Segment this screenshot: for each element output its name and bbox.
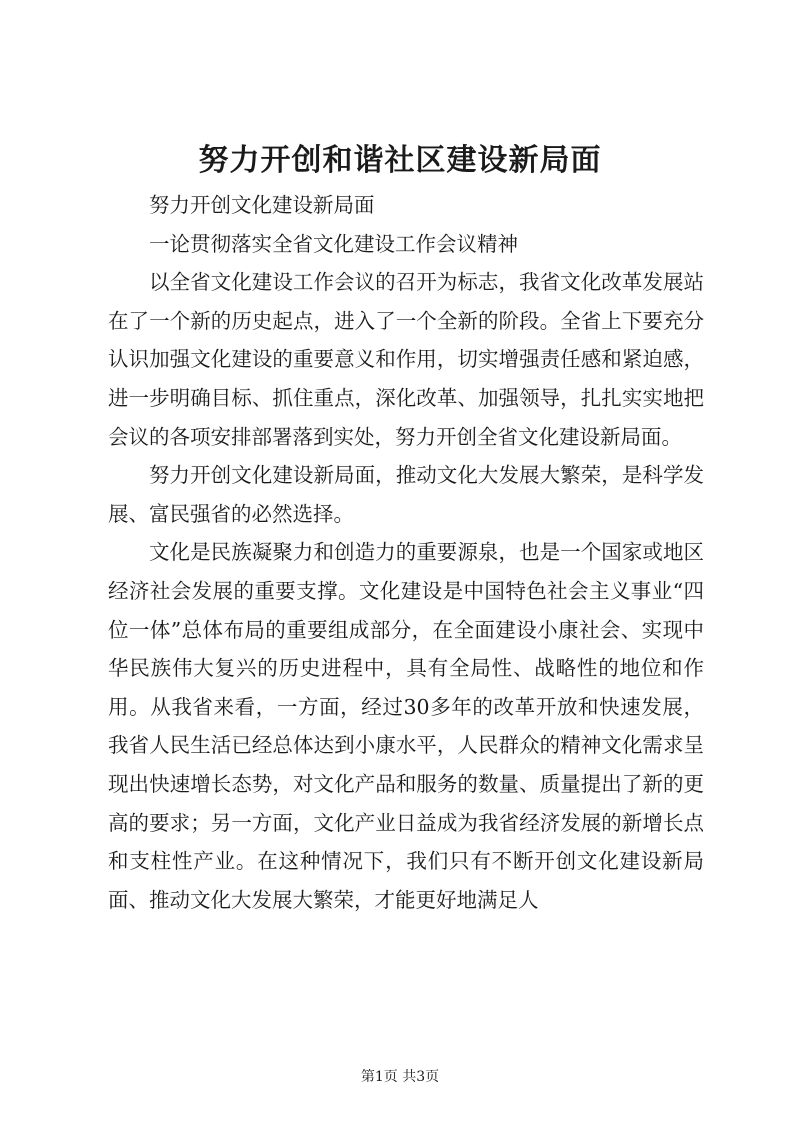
body-paragraph: 努力开创文化建设新局面，推动文化大发展大繁荣，是科学发展、富民强省的必然选择。 bbox=[108, 463, 704, 526]
subtitle-paragraph: 一论贯彻落实全省文化建设工作会议精神 bbox=[149, 231, 518, 256]
body-paragraph: 以全省文化建设工作会议的召开为标志，我省文化改革发展站在了一个新的历史起点，进入了一个全新的阶段。全省上下要充分认识加强文化建设的重要意义和作用，切实增强责任感和紧迫感，进一步明确目标、抓住重点，深化改革、加强领导，扎扎实实地把会议的各项安排部署落到实处，努力开创全省文化建设新局面。 bbox=[108, 270, 704, 449]
subtitle-paragraph: 努力开创文化建设新局面 bbox=[149, 193, 375, 217]
document-title: 努力开创和谐社区建设新局面 bbox=[198, 143, 602, 178]
body-paragraph: 文化是民族凝聚力和创造力的重要源泉，也是一个国家或地区经济社会发展的重要支撑。文化建设是中国特色社会主义事业“四位一体”总体布局的重要组成部分，在全面建设小康社会、实现中华民族伟大复兴的历史进程中，具有全局性、战略性的地位和作用。从我省来看，一方面，经过30多年的改革开放和快速发展，我省人民生活已经总体达到小康水平，人民群众的精神文化需求呈现出快速增长态势，对文化产品和服务的数量、质量提出了新的更高的要求；另一方面，文化产业日益成为我省经济发展的新增长点和支柱性产业。在这种情况下，我们只有不断开创文化建设新局面、推动文化大发展大繁荣，才能更好地满足人 bbox=[108, 540, 704, 912]
page-footer: 第1页 共3页 bbox=[360, 1069, 440, 1085]
document-body bbox=[108, 186, 704, 919]
